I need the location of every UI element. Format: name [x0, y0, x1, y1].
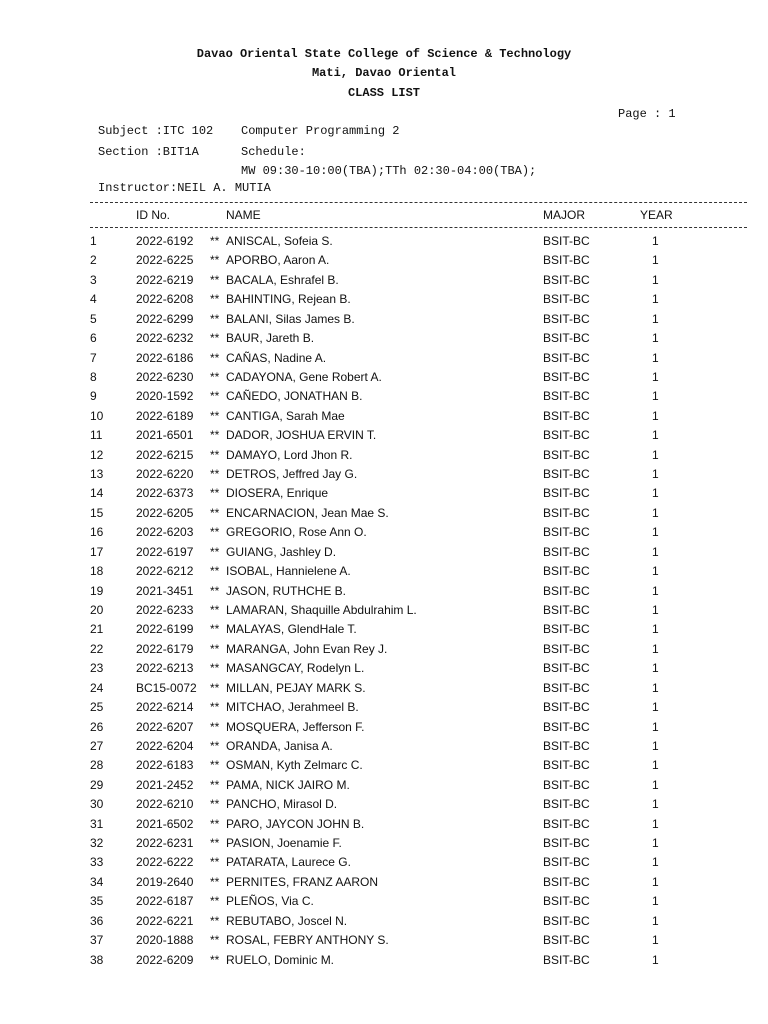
student-major: BSIT-BC	[543, 602, 590, 617]
student-year: 1	[652, 525, 659, 540]
student-name: DIOSERA, Enrique	[226, 486, 329, 501]
row-marker: **	[210, 292, 220, 307]
student-name: DAMAYO, Lord Jhon R.	[226, 447, 353, 462]
student-year: 1	[652, 486, 659, 501]
student-year: 1	[652, 505, 659, 520]
student-id: 2022-6233	[136, 602, 194, 617]
student-year: 1	[652, 641, 659, 656]
table-row	[0, 389, 768, 408]
row-marker: **	[210, 564, 220, 579]
student-name: BALANI, Silas James B.	[226, 311, 355, 326]
student-id: 2022-6220	[136, 467, 194, 482]
student-year: 1	[652, 350, 659, 365]
row-number: 14	[90, 486, 104, 501]
row-number: 25	[90, 700, 104, 715]
page-number: Page : 1	[618, 107, 676, 121]
student-id: 2022-6230	[136, 369, 194, 384]
row-marker: **	[210, 797, 220, 812]
student-year: 1	[652, 719, 659, 734]
table-row	[0, 661, 768, 680]
table-row	[0, 817, 768, 836]
student-year: 1	[652, 661, 659, 676]
student-major: BSIT-BC	[543, 622, 590, 637]
student-major: BSIT-BC	[543, 272, 590, 287]
row-marker: **	[210, 602, 220, 617]
row-number: 1	[90, 234, 97, 248]
student-id: 2022-6232	[136, 331, 194, 346]
student-id: 2022-6299	[136, 311, 194, 326]
student-id: 2022-6186	[136, 350, 194, 365]
student-year: 1	[652, 777, 659, 792]
student-year: 1	[652, 311, 659, 326]
column-header-major: MAJOR	[543, 208, 585, 222]
row-number: 10	[90, 408, 104, 423]
student-id: 2022-6214	[136, 700, 194, 715]
student-year: 1	[652, 933, 659, 948]
row-marker: **	[210, 758, 220, 773]
student-id: 2022-6222	[136, 855, 194, 870]
student-id: BC15-0072	[136, 680, 197, 695]
row-number: 38	[90, 952, 104, 967]
student-major: BSIT-BC	[543, 700, 590, 715]
table-row	[0, 351, 768, 370]
student-year: 1	[652, 816, 659, 831]
row-number: 34	[90, 874, 104, 889]
table-row	[0, 292, 768, 311]
row-number: 28	[90, 758, 104, 773]
row-number: 36	[90, 913, 104, 928]
student-major: BSIT-BC	[543, 253, 590, 268]
student-id: 2022-6189	[136, 408, 194, 423]
column-header-id: ID No.	[136, 208, 171, 222]
row-number: 16	[90, 525, 104, 540]
row-marker: **	[210, 311, 220, 326]
table-row	[0, 486, 768, 505]
student-id: 2022-6179	[136, 641, 194, 656]
instructor-name: Instructor:NEIL A. MUTIA	[98, 181, 271, 195]
row-number: 17	[90, 544, 104, 559]
table-row	[0, 564, 768, 583]
student-year: 1	[652, 913, 659, 928]
table-row	[0, 525, 768, 544]
student-id: 2022-6183	[136, 758, 194, 773]
student-major: BSIT-BC	[543, 797, 590, 812]
row-marker: **	[210, 641, 220, 656]
table-row	[0, 933, 768, 952]
row-marker: **	[210, 874, 220, 889]
header-bottom-rule	[90, 227, 747, 228]
student-id: 2020-1592	[136, 389, 194, 404]
student-year: 1	[652, 428, 659, 443]
subject-code: Subject :ITC 102	[98, 124, 214, 138]
student-year: 1	[652, 952, 659, 967]
student-name: BACALA, Eshrafel B.	[226, 272, 339, 287]
student-year: 1	[652, 389, 659, 404]
table-row	[0, 603, 768, 622]
row-marker: **	[210, 583, 220, 598]
student-year: 1	[652, 622, 659, 637]
student-name: APORBO, Aaron A.	[226, 253, 330, 268]
student-id: 2022-6373	[136, 486, 194, 501]
table-row	[0, 681, 768, 700]
table-row	[0, 875, 768, 894]
section-code: Section :BIT1A	[98, 145, 199, 159]
student-name: PASION, Joenamie F.	[226, 836, 342, 851]
table-row	[0, 700, 768, 719]
row-marker: **	[210, 525, 220, 540]
student-major: BSIT-BC	[543, 719, 590, 734]
table-row	[0, 914, 768, 933]
row-marker: **	[210, 933, 220, 948]
row-number: 21	[90, 622, 104, 637]
student-year: 1	[652, 738, 659, 753]
row-marker: **	[210, 816, 220, 831]
student-major: BSIT-BC	[543, 816, 590, 831]
student-id: 2022-6209	[136, 952, 194, 967]
row-number: 8	[90, 369, 97, 384]
row-marker: **	[210, 913, 220, 928]
student-year: 1	[652, 447, 659, 462]
student-name: ORANDA, Janisa A.	[226, 738, 333, 753]
row-number: 15	[90, 505, 104, 520]
row-marker: **	[210, 408, 220, 423]
student-major: BSIT-BC	[543, 544, 590, 559]
row-marker: **	[210, 447, 220, 462]
student-id: 2022-6205	[136, 505, 194, 520]
student-major: BSIT-BC	[543, 758, 590, 773]
student-year: 1	[652, 331, 659, 346]
student-major: BSIT-BC	[543, 389, 590, 404]
row-number: 22	[90, 641, 104, 656]
row-marker: **	[210, 700, 220, 715]
student-name: CAÑAS, Nadine A.	[226, 350, 327, 365]
student-name: PLEÑOS, Via C.	[226, 894, 314, 909]
table-row	[0, 758, 768, 777]
row-number: 11	[90, 428, 103, 443]
student-major: BSIT-BC	[543, 428, 590, 443]
table-row	[0, 545, 768, 564]
student-name: JASON, RUTHCHE B.	[226, 583, 347, 598]
student-name: GREGORIO, Rose Ann O.	[226, 525, 367, 540]
student-id: 2022-6219	[136, 272, 194, 287]
student-name: PAMA, NICK JAIRO M.	[226, 777, 350, 792]
table-row	[0, 467, 768, 486]
student-year: 1	[652, 758, 659, 773]
student-major: BSIT-BC	[543, 641, 590, 656]
student-name: MALAYAS, GlendHale T.	[226, 622, 357, 637]
student-id: 2022-6197	[136, 544, 194, 559]
row-marker: **	[210, 428, 220, 443]
row-marker: **	[210, 622, 220, 637]
table-row	[0, 622, 768, 641]
student-name: PERNITES, FRANZ AARON	[226, 874, 379, 889]
student-major: BSIT-BC	[543, 855, 590, 870]
student-major: BSIT-BC	[543, 311, 590, 326]
table-row	[0, 234, 768, 253]
student-major: BSIT-BC	[543, 874, 590, 889]
student-name: PATARATA, Laurece G.	[226, 855, 351, 870]
table-row	[0, 273, 768, 292]
student-major: BSIT-BC	[543, 661, 590, 676]
row-number: 20	[90, 602, 104, 617]
row-marker: **	[210, 350, 220, 365]
student-year: 1	[652, 855, 659, 870]
student-name: REBUTABO, Joscel N.	[226, 913, 348, 928]
table-row	[0, 953, 768, 972]
student-name: PARO, JAYCON JOHN B.	[226, 816, 365, 831]
row-marker: **	[210, 505, 220, 520]
table-row	[0, 253, 768, 272]
student-year: 1	[652, 583, 659, 598]
student-major: BSIT-BC	[543, 369, 590, 384]
row-number: 30	[90, 797, 104, 812]
row-number: 29	[90, 777, 104, 792]
table-row	[0, 331, 768, 350]
student-name: MITCHAO, Jerahmeel B.	[226, 700, 359, 715]
student-year: 1	[652, 272, 659, 287]
student-id: 2021-3451	[136, 583, 194, 598]
student-name: RUELO, Dominic M.	[226, 952, 335, 967]
student-name: PANCHO, Mirasol D.	[226, 797, 338, 812]
student-name: MARANGA, John Evan Rey J.	[226, 641, 388, 656]
student-id: 2021-6502	[136, 816, 194, 831]
schedule-label: Schedule:	[241, 145, 306, 159]
student-name: MILLAN, PEJAY MARK S.	[226, 680, 366, 695]
row-marker: **	[210, 272, 220, 287]
student-major: BSIT-BC	[543, 447, 590, 462]
student-year: 1	[652, 836, 659, 851]
student-year: 1	[652, 602, 659, 617]
row-number: 33	[90, 855, 104, 870]
student-id: 2022-6225	[136, 253, 194, 268]
student-id: 2022-6192	[136, 234, 194, 248]
student-year: 1	[652, 680, 659, 695]
row-number: 26	[90, 719, 104, 734]
row-number: 19	[90, 583, 104, 598]
row-number: 37	[90, 933, 104, 948]
table-row	[0, 506, 768, 525]
student-year: 1	[652, 894, 659, 909]
row-number: 12	[90, 447, 104, 462]
table-row	[0, 642, 768, 661]
student-year: 1	[652, 292, 659, 307]
student-name: DADOR, JOSHUA ERVIN T.	[226, 428, 377, 443]
subject-description: Computer Programming 2	[241, 124, 400, 138]
student-name: MASANGCAY, Rodelyn L.	[226, 661, 365, 676]
student-name: ANISCAL, Sofeia S.	[226, 234, 333, 248]
student-major: BSIT-BC	[543, 952, 590, 967]
student-name: ROSAL, FEBRY ANTHONY S.	[226, 933, 389, 948]
row-marker: **	[210, 894, 220, 909]
student-major: BSIT-BC	[543, 505, 590, 520]
row-marker: **	[210, 467, 220, 482]
row-marker: **	[210, 234, 220, 248]
institution-location: Mati, Davao Oriental	[311, 66, 457, 80]
student-id: 2022-6208	[136, 292, 194, 307]
student-id: 2022-6221	[136, 913, 194, 928]
row-number: 9	[90, 389, 97, 404]
row-marker: **	[210, 369, 220, 384]
student-name: ISOBAL, Hannielene A.	[226, 564, 351, 579]
student-id: 2022-6231	[136, 836, 194, 851]
table-row	[0, 584, 768, 603]
student-major: BSIT-BC	[543, 525, 590, 540]
row-number: 24	[90, 680, 104, 695]
row-marker: **	[210, 777, 220, 792]
student-major: BSIT-BC	[543, 486, 590, 501]
row-number: 4	[90, 292, 97, 307]
row-marker: **	[210, 486, 220, 501]
table-row	[0, 894, 768, 913]
table-row	[0, 778, 768, 797]
student-major: BSIT-BC	[543, 894, 590, 909]
student-major: BSIT-BC	[543, 738, 590, 753]
student-major: BSIT-BC	[543, 777, 590, 792]
student-major: BSIT-BC	[543, 680, 590, 695]
student-name: GUIANG, Jashley D.	[226, 544, 337, 559]
student-name: DETROS, Jeffred Jay G.	[226, 467, 358, 482]
student-major: BSIT-BC	[543, 331, 590, 346]
table-row	[0, 836, 768, 855]
student-id: 2021-2452	[136, 777, 194, 792]
row-number: 7	[90, 350, 97, 365]
row-marker: **	[210, 855, 220, 870]
row-number: 13	[90, 467, 104, 482]
document-title: CLASS LIST	[347, 86, 420, 100]
student-id: 2019-2640	[136, 874, 194, 889]
student-name: CAÑEDO, JONATHAN B.	[226, 389, 363, 404]
student-id: 2022-6199	[136, 622, 194, 637]
row-marker: **	[210, 738, 220, 753]
column-header-year: YEAR	[640, 208, 673, 222]
table-row	[0, 720, 768, 739]
student-major: BSIT-BC	[543, 467, 590, 482]
student-id: 2021-6501	[136, 428, 194, 443]
row-number: 23	[90, 661, 104, 676]
student-year: 1	[652, 369, 659, 384]
student-major: BSIT-BC	[543, 350, 590, 365]
student-id: 2022-6210	[136, 797, 194, 812]
student-name: BAUR, Jareth B.	[226, 331, 315, 346]
table-row	[0, 739, 768, 758]
student-name: LAMARAN, Shaquille Abdulrahim L.	[226, 602, 417, 617]
table-row	[0, 428, 768, 447]
schedule-value: MW 09:30-10:00(TBA);TTh 02:30-04:00(TBA);	[241, 164, 537, 178]
table-row	[0, 370, 768, 389]
row-number: 31	[90, 816, 104, 831]
student-year: 1	[652, 700, 659, 715]
student-id: 2022-6187	[136, 894, 194, 909]
student-major: BSIT-BC	[543, 836, 590, 851]
student-year: 1	[652, 544, 659, 559]
student-major: BSIT-BC	[543, 408, 590, 423]
row-marker: **	[210, 952, 220, 967]
student-id: 2022-6213	[136, 661, 194, 676]
student-id: 2020-1888	[136, 933, 194, 948]
row-marker: **	[210, 719, 220, 734]
student-major: BSIT-BC	[543, 583, 590, 598]
row-number: 2	[90, 253, 97, 268]
column-header-name: NAME	[226, 208, 261, 222]
student-major: BSIT-BC	[543, 234, 590, 248]
row-number: 27	[90, 738, 104, 753]
table-row	[0, 409, 768, 428]
student-name: CADAYONA, Gene Robert A.	[226, 369, 382, 384]
row-marker: **	[210, 544, 220, 559]
student-id: 2022-6207	[136, 719, 194, 734]
student-major: BSIT-BC	[543, 564, 590, 579]
table-row	[0, 448, 768, 467]
institution-name: Davao Oriental State College of Science & Technology	[196, 47, 572, 61]
row-number: 5	[90, 311, 97, 326]
table-row	[0, 312, 768, 331]
table-row	[0, 855, 768, 874]
row-number: 6	[90, 331, 97, 346]
row-marker: **	[210, 389, 220, 404]
student-year: 1	[652, 253, 659, 268]
row-marker: **	[210, 661, 220, 676]
table-row	[0, 797, 768, 816]
student-id: 2022-6203	[136, 525, 194, 540]
student-name: ENCARNACION, Jean Mae S.	[226, 505, 389, 520]
student-year: 1	[652, 234, 659, 248]
student-major: BSIT-BC	[543, 913, 590, 928]
student-major: BSIT-BC	[543, 292, 590, 307]
row-number: 35	[90, 894, 104, 909]
row-marker: **	[210, 836, 220, 851]
row-number: 18	[90, 564, 104, 579]
student-name: OSMAN, Kyth Zelmarc C.	[226, 758, 363, 773]
student-year: 1	[652, 408, 659, 423]
student-name: CANTIGA, Sarah Mae	[226, 408, 345, 423]
row-number: 32	[90, 836, 104, 851]
student-major: BSIT-BC	[543, 933, 590, 948]
student-id: 2022-6204	[136, 738, 194, 753]
row-marker: **	[210, 680, 220, 695]
row-marker: **	[210, 331, 220, 346]
student-name: BAHINTING, Rejean B.	[226, 292, 351, 307]
student-year: 1	[652, 797, 659, 812]
student-id: 2022-6212	[136, 564, 194, 579]
header-top-rule	[90, 202, 747, 203]
student-year: 1	[652, 467, 659, 482]
student-year: 1	[652, 564, 659, 579]
student-year: 1	[652, 874, 659, 889]
row-marker: **	[210, 253, 220, 268]
row-number: 3	[90, 272, 97, 287]
student-name: MOSQUERA, Jefferson F.	[226, 719, 365, 734]
student-id: 2022-6215	[136, 447, 194, 462]
